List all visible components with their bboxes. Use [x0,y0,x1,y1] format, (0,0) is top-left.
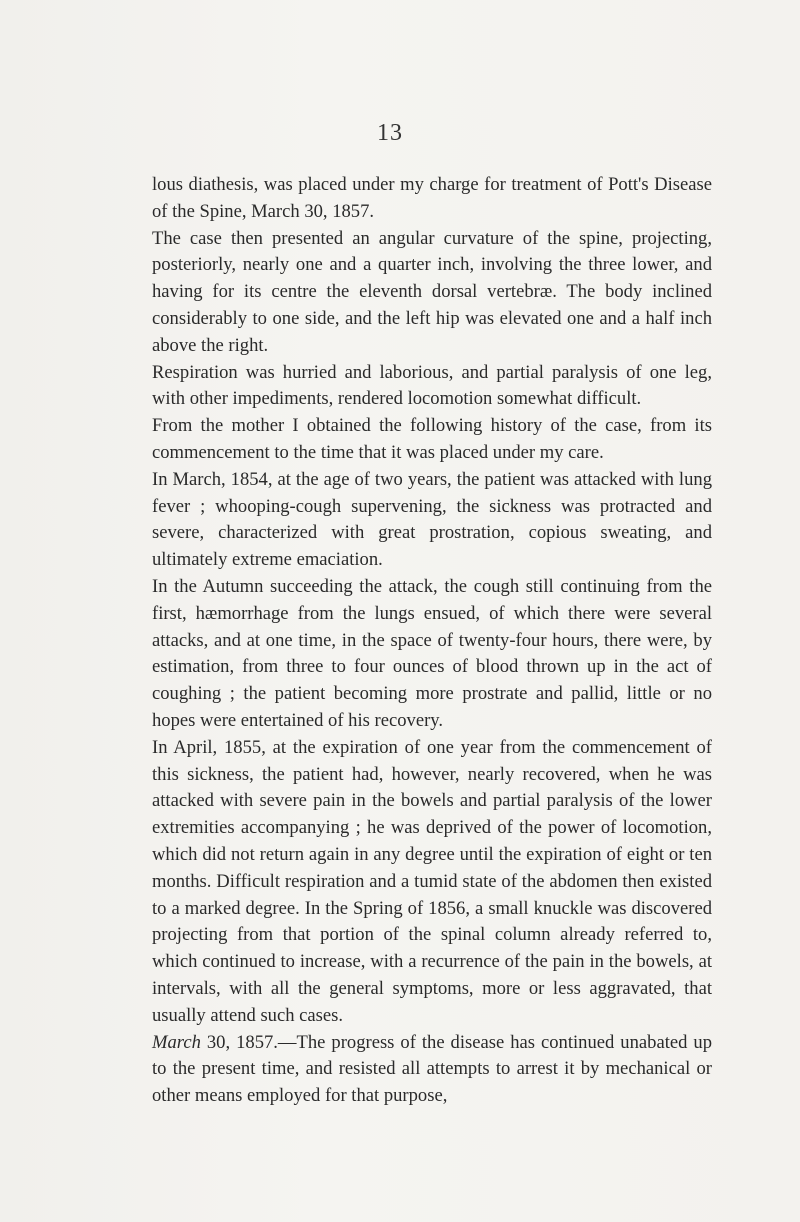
body-text [152,172,712,1110]
page-number: 13 [377,120,403,146]
paragraph-8-lead: March [152,1031,201,1053]
paragraph-5: In March, 1854, at the age of two years, the patient was attacked with lung fever ; whooping-cough supervening, the sickness was protracted and severe, characterized with great prostration, copious sweating, and ultimately extreme emaciation. [152,468,712,571]
paragraph-3: Respiration was hurried and laborious, and partial paralysis of one leg, with other impediments, rendered locomotion somewhat difficult. [152,361,712,410]
paragraph-4: From the mother I obtained the following history of the case, from its commencement to the time that it was placed under my care. [152,415,712,463]
paragraph-7: In April, 1855, at the expiration of one year from the commencement of this sickness, the patient had, however, nearly recovered, when he was attacked with severe pain in the bowels and partial paralysis of the lower extremities accompanying ; he was deprived of the power of locomotion, which did not return again in any degree until the expiration of eight or ten months. Difficult respiration and a tumid state of the abdomen then existed to a marked degree. In the Spring of 1856, a small knuckle was discovered projecting from that portion of the spinal column already referred to, which continued to increase, with a recurrence of the pain in the bowels, at intervals, with all the general symptoms, more or less aggravated, that usually attend such cases. [152,736,712,1026]
paragraph-8 [152,1030,712,1110]
paragraph-8-text: 30, 1857.—The progress of the disease has continued unabated up to the present time, and resisted all attempts to arrest it by mechanical or other means employed for that purpose, [152,1031,712,1107]
paragraph-6: In the Autumn succeeding the attack, the cough still continuing from the first, hæmorrhage from the lungs ensued, of which there were several attacks, and at one time, in the space of twenty-four hours, there were, by estimation, from three to four ounces of blood thrown up in the act of coughing ; the patient becoming more prostrate and pallid, little or no hopes were entertained of his recovery. [152,575,712,731]
paragraph-2: The case then presented an angular curvature of the spine, projecting, posteriorly, nearly one and a quarter inch, involving the three lower, and having for its centre the eleventh dorsal vertebræ. The body inclined considerably to one side, and the left hip was elevated one and a half inch above the right. [152,227,712,356]
paragraph-1: lous diathesis, was placed under my charge for treatment of Pott's Disease of the Spine, March 30, 1857. [152,174,712,222]
